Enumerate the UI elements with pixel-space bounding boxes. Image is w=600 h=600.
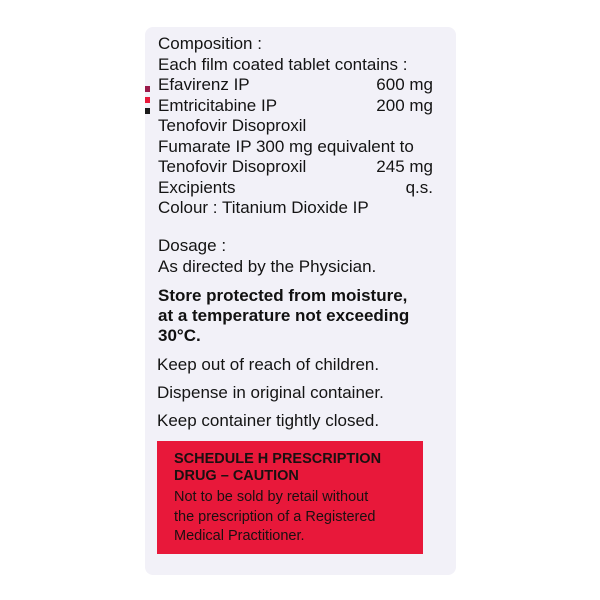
caution-body-line: Not to be sold by retail without bbox=[174, 489, 369, 505]
ingredient-amount: q.s. bbox=[405, 177, 433, 197]
warning-dispense: Dispense in original container. bbox=[157, 383, 384, 402]
ingredient-row bbox=[158, 75, 433, 96]
registration-mark-red bbox=[145, 97, 150, 103]
caution-title bbox=[174, 451, 381, 485]
warning-children: Keep out of reach of children. bbox=[157, 355, 380, 374]
ingredient-name: Tenofovir Disoproxil bbox=[158, 116, 307, 135]
dosage-heading: Dosage : bbox=[158, 236, 227, 255]
colour-line: Colour : Titanium Dioxide IP bbox=[158, 198, 369, 217]
composition-intro: Each film coated tablet contains : bbox=[158, 54, 408, 74]
ingredient-amount: 245 mg bbox=[376, 157, 433, 176]
caution-body-line: the prescription of a Registered bbox=[174, 508, 376, 525]
ingredient-row bbox=[158, 157, 433, 178]
registration-marks bbox=[145, 86, 150, 119]
dosage-section bbox=[158, 236, 433, 277]
caution-title-line: SCHEDULE H PRESCRIPTION bbox=[174, 451, 382, 467]
dosage-text: As directed by the Physician. bbox=[158, 256, 377, 276]
ingredient-row bbox=[158, 116, 433, 137]
composition-section bbox=[158, 34, 433, 219]
storage-line: 30°C. bbox=[158, 326, 201, 345]
ingredient-name: Tenofovir Disoproxil bbox=[158, 157, 307, 176]
ingredient-name: Excipients bbox=[158, 177, 236, 197]
schedule-h-caution-box bbox=[157, 441, 423, 554]
storage-instructions bbox=[158, 286, 409, 346]
caution-body bbox=[174, 488, 376, 547]
storage-line: at a temperature not exceeding bbox=[158, 306, 410, 325]
ingredient-row bbox=[158, 96, 433, 117]
registration-mark-maroon bbox=[145, 86, 150, 92]
ingredient-name: Emtricitabine IP bbox=[158, 95, 278, 115]
ingredient-amount: 600 mg bbox=[376, 75, 433, 94]
storage-line: Store protected from moisture, bbox=[158, 286, 408, 305]
ingredient-row bbox=[158, 137, 433, 158]
warning-closed: Keep container tightly closed. bbox=[157, 411, 380, 430]
caution-title-line: DRUG – CAUTION bbox=[174, 468, 299, 484]
caution-body-line: Medical Practitioner. bbox=[174, 528, 305, 544]
ingredient-amount: 200 mg bbox=[376, 95, 433, 115]
composition-heading: Composition : bbox=[158, 34, 262, 53]
registration-mark-black bbox=[145, 108, 150, 114]
ingredient-row bbox=[158, 178, 433, 199]
ingredient-name: Efavirenz IP bbox=[158, 75, 250, 94]
ingredient-name: Fumarate IP 300 mg equivalent to bbox=[158, 136, 414, 156]
